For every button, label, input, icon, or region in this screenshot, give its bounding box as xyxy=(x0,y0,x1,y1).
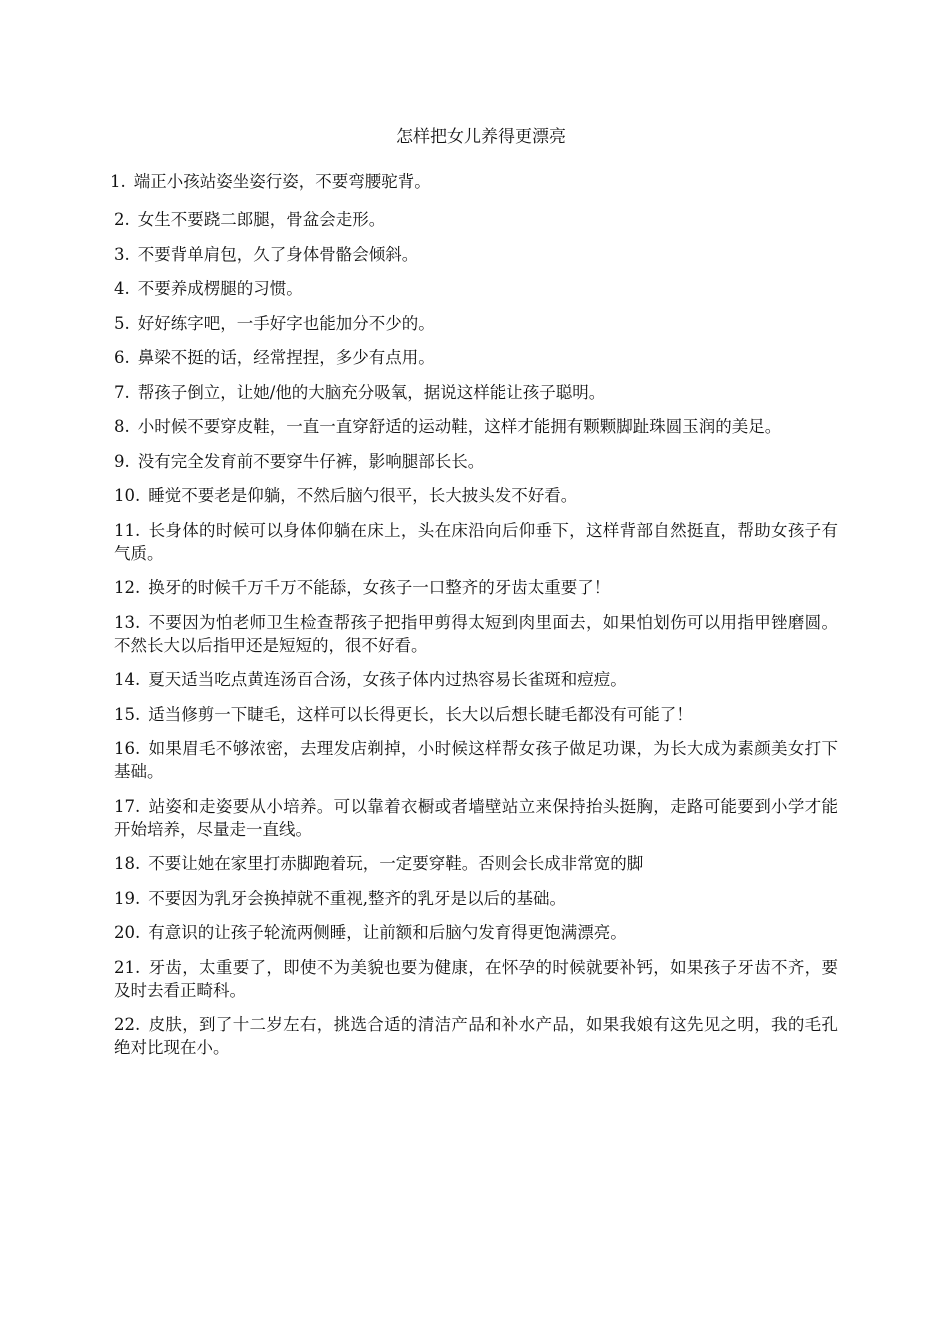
list-item xyxy=(110,170,838,193)
list-item xyxy=(114,703,838,726)
list-item xyxy=(114,312,838,335)
tips-list xyxy=(110,170,838,1059)
item-text: 鼻梁不挺的话，经常捏捏，多少有点用。 xyxy=(137,348,435,367)
list-item xyxy=(114,611,838,657)
item-text: 不要养成楞腿的习惯。 xyxy=(137,279,303,298)
list-item xyxy=(114,795,838,841)
item-text: 没有完全发育前不要穿牛仔裤，影响腿部长长。 xyxy=(137,451,485,471)
list-item xyxy=(114,450,838,473)
list-item xyxy=(114,381,838,404)
item-text: 夏天适当吃点黄连汤百合汤，女孩子体内过热容易长雀斑和痘痘。 xyxy=(148,670,627,689)
list-item xyxy=(114,887,838,910)
item-number: 13. xyxy=(114,612,141,632)
item-number: 3. xyxy=(114,244,130,264)
item-text: 不要因为乳牙会换掉就不重视,整齐的乳牙是以后的基础。 xyxy=(148,888,566,908)
item-number: 19. xyxy=(114,888,141,908)
item-number: 7. xyxy=(114,382,130,402)
list-item xyxy=(114,1013,838,1059)
list-item xyxy=(114,484,838,507)
item-text: 长身体的时候可以身体仰躺在床上，头在床沿向后仰垂下，这样背部自然挺直，帮助女孩子有气质。 xyxy=(114,520,838,563)
item-text: 适当修剪一下睫毛，这样可以长得更长，长大以后想长睫毛都没有可能了！ xyxy=(148,704,693,724)
item-number: 10. xyxy=(114,486,141,505)
list-item xyxy=(114,852,838,875)
item-text: 不要背单肩包，久了身体骨骼会倾斜。 xyxy=(137,244,419,264)
item-number: 6. xyxy=(114,348,130,367)
list-item xyxy=(114,277,838,300)
item-number: 12. xyxy=(114,578,141,597)
item-number: 22. xyxy=(114,1015,141,1034)
item-number: 15. xyxy=(114,704,141,724)
list-item xyxy=(114,956,838,1002)
item-number: 9. xyxy=(114,451,130,471)
item-number: 2. xyxy=(114,210,130,229)
list-item xyxy=(114,346,838,369)
item-text: 不要让她在家里打赤脚跑着玩，一定要穿鞋。否则会长成非常宽的脚 xyxy=(148,854,644,873)
item-number: 16. xyxy=(114,739,141,758)
list-item xyxy=(114,668,838,691)
item-text: 皮肤，到了十二岁左右，挑选合适的清洁产品和补水产品，如果我娘有这先见之明，我的毛孔绝对比现在小。 xyxy=(114,1015,838,1057)
item-number: 17. xyxy=(114,796,141,816)
item-number: 18. xyxy=(114,854,141,873)
item-text: 好好练字吧，一手好字也能加分不少的。 xyxy=(137,313,435,333)
item-number: 21. xyxy=(114,957,141,977)
item-text: 女生不要跷二郎腿，骨盆会走形。 xyxy=(137,210,386,229)
item-text: 站姿和走姿要从小培养。可以靠着衣橱或者墙壁站立来保持抬头挺胸，走路可能要到小学才能开始培养，尽量走一直线。 xyxy=(114,796,838,839)
list-item xyxy=(114,208,838,231)
item-number: 14. xyxy=(114,670,141,689)
item-number: 1. xyxy=(110,172,126,191)
item-number: 20. xyxy=(114,923,141,942)
list-item xyxy=(114,415,838,438)
item-text: 有意识的让孩子轮流两侧睡，让前额和后脑勺发育得更饱满漂亮。 xyxy=(148,923,627,942)
item-text: 不要因为怕老师卫生检查帮孩子把指甲剪得太短到肉里面去，如果怕划伤可以用指甲锉磨圆。不然长大以后指甲还是短短的，很不好看。 xyxy=(114,612,838,655)
item-text: 牙齿，太重要了，即使不为美貌也要为健康，在怀孕的时候就要补钙，如果孩子牙齿不齐，要及时去看正畸科。 xyxy=(114,957,838,1000)
item-text: 帮孩子倒立，让她/他的大脑充分吸氧，据说这样能让孩子聪明。 xyxy=(137,382,606,402)
item-text: 端正小孩站姿坐姿行姿，不要弯腰驼背。 xyxy=(133,172,431,191)
item-text: 如果眉毛不够浓密，去理发店剃掉，小时候这样帮女孩子做足功课，为长大成为素颜美女打下基础。 xyxy=(114,739,838,781)
item-number: 11. xyxy=(114,520,141,540)
item-text: 睡觉不要老是仰躺，不然后脑勺很平，长大披头发不好看。 xyxy=(148,486,578,505)
list-item xyxy=(114,737,838,783)
list-item xyxy=(114,243,838,266)
list-item xyxy=(114,921,838,944)
item-number: 8. xyxy=(114,417,130,436)
list-item xyxy=(114,519,838,565)
list-item xyxy=(114,576,838,599)
item-number: 5. xyxy=(114,313,130,333)
item-number: 4. xyxy=(114,279,130,298)
item-text: 小时候不要穿皮鞋，一直一直穿舒适的运动鞋，这样才能拥有颗颗脚趾珠圆玉润的美足。 xyxy=(137,417,782,436)
item-text: 换牙的时候千万千万不能舔，女孩子一口整齐的牙齿太重要了！ xyxy=(148,578,611,597)
document-title: 怎样把女儿养得更漂亮 xyxy=(396,127,566,147)
